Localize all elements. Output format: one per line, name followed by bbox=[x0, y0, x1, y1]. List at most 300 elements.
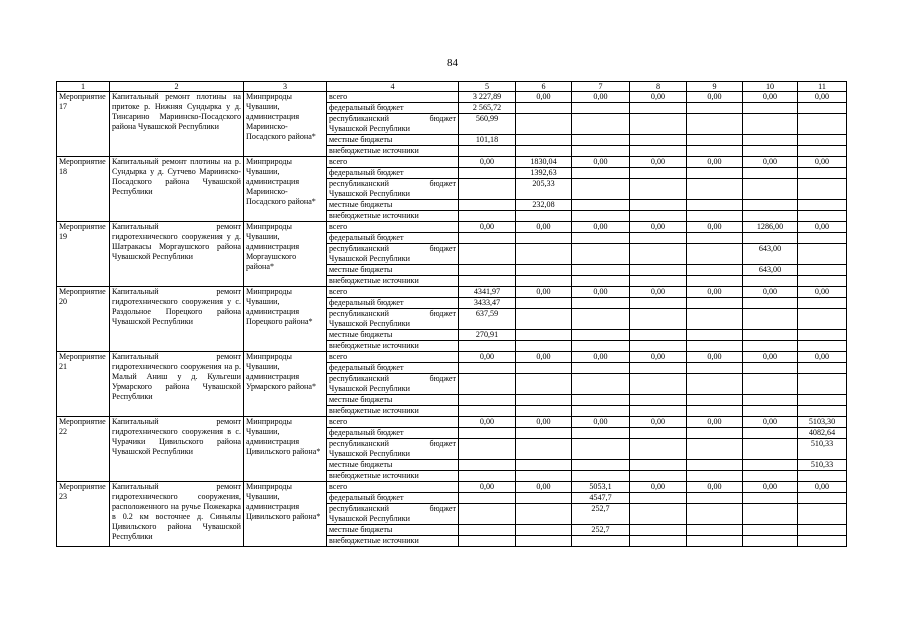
amount-cell bbox=[687, 471, 743, 482]
amount-cell bbox=[630, 395, 687, 406]
funding-source-cell: всего bbox=[327, 482, 459, 493]
amount-cell: 0,00 bbox=[572, 417, 630, 428]
amount-cell bbox=[798, 179, 847, 200]
amount-cell bbox=[572, 114, 630, 135]
amount-cell bbox=[687, 265, 743, 276]
amount-cell: 0,00 bbox=[516, 482, 572, 493]
amount-cell bbox=[572, 146, 630, 157]
amount-cell bbox=[743, 525, 798, 536]
amount-cell: 0,00 bbox=[798, 352, 847, 363]
amount-cell bbox=[630, 374, 687, 395]
amount-cell bbox=[516, 309, 572, 330]
amount-cell bbox=[798, 395, 847, 406]
amount-cell bbox=[798, 244, 847, 265]
funding-source-cell: республиканский бюджет Чувашской Республики bbox=[327, 309, 459, 330]
funding-source-cell: всего bbox=[327, 157, 459, 168]
amount-cell bbox=[572, 276, 630, 287]
amount-cell: 0,00 bbox=[798, 287, 847, 298]
amount-cell bbox=[459, 460, 516, 471]
amount-cell bbox=[630, 265, 687, 276]
amount-cell bbox=[572, 406, 630, 417]
table-row bbox=[57, 92, 847, 103]
amount-cell bbox=[459, 276, 516, 287]
funding-source-cell: местные бюджеты bbox=[327, 460, 459, 471]
amount-cell: 0,00 bbox=[743, 92, 798, 103]
amount-cell bbox=[743, 395, 798, 406]
funding-source-cell: местные бюджеты bbox=[327, 265, 459, 276]
amount-cell bbox=[687, 168, 743, 179]
amount-cell: 5053,1 bbox=[572, 482, 630, 493]
amount-cell bbox=[516, 460, 572, 471]
amount-cell bbox=[743, 460, 798, 471]
funding-source-cell: федеральный бюджет bbox=[327, 428, 459, 439]
funding-source-cell: федеральный бюджет bbox=[327, 493, 459, 504]
funding-source-cell: федеральный бюджет bbox=[327, 363, 459, 374]
amount-cell: 643,00 bbox=[743, 244, 798, 265]
funding-source-cell: федеральный бюджет bbox=[327, 233, 459, 244]
amount-cell bbox=[516, 103, 572, 114]
amount-cell bbox=[516, 276, 572, 287]
amount-cell bbox=[687, 309, 743, 330]
amount-cell bbox=[630, 493, 687, 504]
amount-cell: 0,00 bbox=[572, 222, 630, 233]
amount-cell bbox=[630, 428, 687, 439]
amount-cell bbox=[459, 200, 516, 211]
amount-cell: 560,99 bbox=[459, 114, 516, 135]
amount-cell bbox=[630, 341, 687, 352]
amount-cell: 0,00 bbox=[459, 157, 516, 168]
amount-cell bbox=[687, 493, 743, 504]
funding-source-cell: республиканский бюджет Чувашской Республики bbox=[327, 439, 459, 460]
amount-cell bbox=[516, 363, 572, 374]
amount-cell bbox=[516, 211, 572, 222]
amount-cell bbox=[743, 406, 798, 417]
amount-cell bbox=[516, 525, 572, 536]
amount-cell bbox=[798, 211, 847, 222]
amount-cell bbox=[572, 309, 630, 330]
amount-cell bbox=[572, 330, 630, 341]
amount-cell bbox=[798, 504, 847, 525]
amount-cell bbox=[630, 146, 687, 157]
amount-cell: 0,00 bbox=[516, 352, 572, 363]
funding-source-cell: федеральный бюджет bbox=[327, 168, 459, 179]
amount-cell bbox=[798, 525, 847, 536]
header-cell: 4 bbox=[327, 82, 459, 92]
amount-cell bbox=[798, 114, 847, 135]
amount-cell bbox=[459, 341, 516, 352]
amount-cell: 1392,63 bbox=[516, 168, 572, 179]
amount-cell bbox=[687, 363, 743, 374]
amount-cell: 0,00 bbox=[630, 482, 687, 493]
amount-cell: 0,00 bbox=[459, 352, 516, 363]
amount-cell bbox=[572, 460, 630, 471]
amount-cell bbox=[630, 103, 687, 114]
table-row bbox=[57, 482, 847, 493]
amount-cell bbox=[459, 428, 516, 439]
executor-cell: Минприроды Чувашии, администрация Мариинско-Посадского района* bbox=[244, 157, 327, 222]
amount-cell bbox=[572, 233, 630, 244]
amount-cell bbox=[630, 114, 687, 135]
header-cell: 10 bbox=[743, 82, 798, 92]
amount-cell: 0,00 bbox=[459, 417, 516, 428]
amount-cell bbox=[798, 168, 847, 179]
amount-cell bbox=[630, 460, 687, 471]
amount-cell bbox=[743, 536, 798, 547]
amount-cell bbox=[459, 146, 516, 157]
amount-cell: 643,00 bbox=[743, 265, 798, 276]
amount-cell: 252,7 bbox=[572, 504, 630, 525]
table-row bbox=[57, 417, 847, 428]
amount-cell bbox=[630, 244, 687, 265]
amount-cell bbox=[572, 471, 630, 482]
funding-source-cell: федеральный бюджет bbox=[327, 298, 459, 309]
amount-cell bbox=[687, 146, 743, 157]
amount-cell: 1286,00 bbox=[743, 222, 798, 233]
amount-cell bbox=[687, 276, 743, 287]
amount-cell bbox=[459, 168, 516, 179]
amount-cell bbox=[516, 233, 572, 244]
amount-cell: 3433,47 bbox=[459, 298, 516, 309]
amount-cell bbox=[743, 179, 798, 200]
funding-source-cell: внебюджетные источники bbox=[327, 276, 459, 287]
event-cell: Мероприятие 17 bbox=[57, 92, 110, 157]
amount-cell bbox=[459, 374, 516, 395]
header-cell: 8 bbox=[630, 82, 687, 92]
amount-cell bbox=[798, 341, 847, 352]
amount-cell: 0,00 bbox=[743, 157, 798, 168]
amount-cell: 0,00 bbox=[743, 287, 798, 298]
amount-cell bbox=[516, 298, 572, 309]
amount-cell: 0,00 bbox=[630, 92, 687, 103]
amount-cell: 0,00 bbox=[687, 352, 743, 363]
amount-cell bbox=[459, 211, 516, 222]
amount-cell: 0,00 bbox=[516, 287, 572, 298]
funding-source-cell: республиканский бюджет Чувашской Республики bbox=[327, 179, 459, 200]
amount-cell bbox=[630, 525, 687, 536]
funding-source-cell: всего bbox=[327, 352, 459, 363]
page-number: 84 bbox=[447, 57, 458, 69]
amount-cell bbox=[516, 504, 572, 525]
amount-cell: 0,00 bbox=[630, 287, 687, 298]
amount-cell bbox=[516, 439, 572, 460]
amount-cell bbox=[630, 200, 687, 211]
event-cell: Мероприятие 22 bbox=[57, 417, 110, 482]
amount-cell bbox=[687, 244, 743, 265]
amount-cell bbox=[743, 330, 798, 341]
amount-cell bbox=[743, 233, 798, 244]
amount-cell bbox=[516, 395, 572, 406]
amount-cell: 0,00 bbox=[630, 157, 687, 168]
amount-cell bbox=[459, 439, 516, 460]
amount-cell bbox=[798, 536, 847, 547]
amount-cell bbox=[743, 504, 798, 525]
amount-cell: 0,00 bbox=[743, 417, 798, 428]
amount-cell: 1830,04 bbox=[516, 157, 572, 168]
amount-cell bbox=[687, 330, 743, 341]
amount-cell bbox=[516, 114, 572, 135]
funding-source-cell: всего bbox=[327, 92, 459, 103]
amount-cell: 101,18 bbox=[459, 135, 516, 146]
amount-cell bbox=[630, 330, 687, 341]
amount-cell bbox=[743, 135, 798, 146]
amount-cell bbox=[687, 135, 743, 146]
funding-source-cell: внебюджетные источники bbox=[327, 536, 459, 547]
amount-cell bbox=[798, 200, 847, 211]
amount-cell bbox=[572, 103, 630, 114]
header-cell: 11 bbox=[798, 82, 847, 92]
amount-cell bbox=[516, 146, 572, 157]
amount-cell bbox=[516, 265, 572, 276]
table-row bbox=[57, 352, 847, 363]
amount-cell: 270,91 bbox=[459, 330, 516, 341]
amount-cell bbox=[516, 135, 572, 146]
amount-cell bbox=[798, 276, 847, 287]
amount-cell bbox=[630, 135, 687, 146]
funding-source-cell: всего bbox=[327, 287, 459, 298]
amount-cell bbox=[459, 244, 516, 265]
funding-source-cell: внебюджетные источники bbox=[327, 146, 459, 157]
amount-cell bbox=[743, 341, 798, 352]
amount-cell bbox=[572, 341, 630, 352]
amount-cell: 0,00 bbox=[687, 287, 743, 298]
event-cell: Мероприятие 20 bbox=[57, 287, 110, 352]
amount-cell: 0,00 bbox=[687, 482, 743, 493]
amount-cell bbox=[743, 439, 798, 460]
amount-cell: 0,00 bbox=[630, 417, 687, 428]
funding-source-cell: федеральный бюджет bbox=[327, 103, 459, 114]
amount-cell: 510,33 bbox=[798, 460, 847, 471]
header-cell: 2 bbox=[110, 82, 244, 92]
amount-cell bbox=[687, 374, 743, 395]
amount-cell bbox=[572, 374, 630, 395]
amount-cell bbox=[687, 395, 743, 406]
amount-cell: 0,00 bbox=[798, 222, 847, 233]
amount-cell bbox=[743, 428, 798, 439]
amount-cell bbox=[687, 428, 743, 439]
amount-cell bbox=[516, 428, 572, 439]
header-cell: 3 bbox=[244, 82, 327, 92]
executor-cell: Минприроды Чувашии, администрация Порецкого района* bbox=[244, 287, 327, 352]
amount-cell bbox=[572, 298, 630, 309]
amount-cell: 252,7 bbox=[572, 525, 630, 536]
amount-cell bbox=[798, 374, 847, 395]
header-cell: 1 bbox=[57, 82, 110, 92]
amount-cell bbox=[630, 471, 687, 482]
amount-cell bbox=[743, 276, 798, 287]
amount-cell bbox=[572, 211, 630, 222]
executor-cell: Минприроды Чувашии, администрация Цивильского района* bbox=[244, 482, 327, 547]
amount-cell: 0,00 bbox=[687, 157, 743, 168]
funding-source-cell: внебюджетные источники bbox=[327, 211, 459, 222]
amount-cell bbox=[798, 233, 847, 244]
amount-cell bbox=[687, 103, 743, 114]
funding-source-cell: внебюджетные источники bbox=[327, 471, 459, 482]
amount-cell bbox=[630, 406, 687, 417]
header-cell: 7 bbox=[572, 82, 630, 92]
amount-cell bbox=[630, 168, 687, 179]
amount-cell bbox=[459, 471, 516, 482]
funding-source-cell: республиканский бюджет Чувашской Республики bbox=[327, 504, 459, 525]
amount-cell bbox=[572, 395, 630, 406]
amount-cell bbox=[630, 504, 687, 525]
amount-cell bbox=[743, 298, 798, 309]
amount-cell bbox=[630, 439, 687, 460]
amount-cell bbox=[743, 363, 798, 374]
amount-cell bbox=[798, 265, 847, 276]
amount-cell: 0,00 bbox=[743, 352, 798, 363]
amount-cell bbox=[459, 265, 516, 276]
amount-cell bbox=[572, 428, 630, 439]
description-cell: Капитальный ремонт гидротехнического сооружения, расположенного на ручье Пожекарка в 0.2 км восточнее д. Синьялы Цивильского района Чувашской Республики bbox=[110, 482, 244, 547]
description-cell: Капитальный ремонт плотины на р. Сундырка у д. Сутчево Мариинско-Посадского района Чувашской Республики bbox=[110, 157, 244, 222]
funding-source-cell: местные бюджеты bbox=[327, 395, 459, 406]
amount-cell bbox=[459, 536, 516, 547]
amount-cell bbox=[630, 179, 687, 200]
amount-cell bbox=[630, 309, 687, 330]
amount-cell bbox=[743, 103, 798, 114]
amount-cell bbox=[687, 525, 743, 536]
amount-cell bbox=[798, 135, 847, 146]
amount-cell bbox=[798, 471, 847, 482]
amount-cell: 0,00 bbox=[798, 92, 847, 103]
amount-cell bbox=[798, 330, 847, 341]
header-cell: 9 bbox=[687, 82, 743, 92]
amount-cell: 0,00 bbox=[630, 222, 687, 233]
funding-source-cell: республиканский бюджет Чувашской Республики bbox=[327, 244, 459, 265]
amount-cell: 0,00 bbox=[572, 287, 630, 298]
amount-cell bbox=[572, 135, 630, 146]
amount-cell bbox=[743, 200, 798, 211]
amount-cell bbox=[687, 233, 743, 244]
amount-cell: 0,00 bbox=[459, 482, 516, 493]
amount-cell bbox=[743, 309, 798, 330]
amount-cell bbox=[687, 504, 743, 525]
amount-cell: 4547,7 bbox=[572, 493, 630, 504]
amount-cell: 0,00 bbox=[687, 92, 743, 103]
amount-cell: 0,00 bbox=[743, 482, 798, 493]
funding-source-cell: местные бюджеты bbox=[327, 330, 459, 341]
amount-cell bbox=[630, 536, 687, 547]
amount-cell bbox=[687, 200, 743, 211]
amount-cell bbox=[572, 244, 630, 265]
executor-cell: Минприроды Чувашии, администрация Моргаушского района* bbox=[244, 222, 327, 287]
amount-cell: 510,33 bbox=[798, 439, 847, 460]
amount-cell bbox=[516, 330, 572, 341]
funding-source-cell: местные бюджеты bbox=[327, 525, 459, 536]
amount-cell bbox=[516, 471, 572, 482]
amount-cell: 0,00 bbox=[798, 482, 847, 493]
amount-cell bbox=[798, 363, 847, 374]
amount-cell: 637,59 bbox=[459, 309, 516, 330]
amount-cell bbox=[630, 276, 687, 287]
funding-source-cell: республиканский бюджет Чувашской Республики bbox=[327, 374, 459, 395]
event-cell: Мероприятие 18 bbox=[57, 157, 110, 222]
amount-cell bbox=[459, 406, 516, 417]
amount-cell bbox=[572, 168, 630, 179]
amount-cell bbox=[743, 146, 798, 157]
description-cell: Капитальный ремонт гидротехнического сооружения у с. Раздольное Порецкого района Чувашской Республики bbox=[110, 287, 244, 352]
amount-cell bbox=[687, 298, 743, 309]
amount-cell bbox=[459, 395, 516, 406]
executor-cell: Минприроды Чувашии, администрация Урмарского района* bbox=[244, 352, 327, 417]
header-row bbox=[57, 82, 847, 92]
header-cell: 5 bbox=[459, 82, 516, 92]
amount-cell: 4341,97 bbox=[459, 287, 516, 298]
executor-cell: Минприроды Чувашии, администрация Цивильского района* bbox=[244, 417, 327, 482]
amount-cell bbox=[798, 406, 847, 417]
amount-cell bbox=[516, 493, 572, 504]
table-row bbox=[57, 287, 847, 298]
amount-cell bbox=[572, 179, 630, 200]
amount-cell bbox=[572, 536, 630, 547]
amount-cell bbox=[459, 179, 516, 200]
amount-cell bbox=[630, 211, 687, 222]
amount-cell bbox=[572, 265, 630, 276]
amount-cell: 4082,64 bbox=[798, 428, 847, 439]
funding-source-cell: внебюджетные источники bbox=[327, 341, 459, 352]
program-table bbox=[56, 81, 847, 547]
amount-cell: 0,00 bbox=[687, 222, 743, 233]
amount-cell: 205,33 bbox=[516, 179, 572, 200]
amount-cell: 0,00 bbox=[459, 222, 516, 233]
amount-cell bbox=[572, 200, 630, 211]
amount-cell: 0,00 bbox=[630, 352, 687, 363]
amount-cell bbox=[687, 439, 743, 460]
amount-cell bbox=[516, 341, 572, 352]
funding-source-cell: республиканский бюджет Чувашской Республики bbox=[327, 114, 459, 135]
description-cell: Капитальный ремонт гидротехнического сооружения в с. Чурачики Цивильского района Чувашской Республики bbox=[110, 417, 244, 482]
amount-cell: 0,00 bbox=[572, 92, 630, 103]
executor-cell: Минприроды Чувашии, администрация Мариинско-Посадского района* bbox=[244, 92, 327, 157]
amount-cell bbox=[798, 309, 847, 330]
amount-cell bbox=[630, 363, 687, 374]
funding-source-cell: всего bbox=[327, 222, 459, 233]
amount-cell bbox=[687, 341, 743, 352]
amount-cell bbox=[687, 211, 743, 222]
amount-cell bbox=[798, 103, 847, 114]
amount-cell: 5103,30 bbox=[798, 417, 847, 428]
amount-cell bbox=[459, 233, 516, 244]
funding-source-cell: местные бюджеты bbox=[327, 200, 459, 211]
amount-cell bbox=[687, 406, 743, 417]
description-cell: Капитальный ремонт плотины на притоке р. Нижняя Сундырка у д. Тинсарино Мариинско-Посадского района Чувашской Республики bbox=[110, 92, 244, 157]
amount-cell: 232,08 bbox=[516, 200, 572, 211]
amount-cell: 0,00 bbox=[798, 157, 847, 168]
amount-cell: 0,00 bbox=[572, 157, 630, 168]
amount-cell bbox=[743, 471, 798, 482]
amount-cell bbox=[743, 211, 798, 222]
header-cell: 6 bbox=[516, 82, 572, 92]
description-cell: Капитальный ремонт гидротехнического сооружения на р. Малый Аниш у д. Кульгеши Урмарского района Чувашской Республики bbox=[110, 352, 244, 417]
amount-cell bbox=[687, 179, 743, 200]
amount-cell bbox=[459, 504, 516, 525]
event-cell: Мероприятие 19 bbox=[57, 222, 110, 287]
amount-cell bbox=[572, 439, 630, 460]
funding-source-cell: всего bbox=[327, 417, 459, 428]
amount-cell bbox=[459, 363, 516, 374]
amount-cell bbox=[516, 406, 572, 417]
amount-cell bbox=[798, 146, 847, 157]
event-cell: Мероприятие 23 bbox=[57, 482, 110, 547]
amount-cell bbox=[516, 536, 572, 547]
description-cell: Капитальный ремонт гидротехнического сооружения у д. Шатракасы Моргаушского района Чувашской Республики bbox=[110, 222, 244, 287]
amount-cell bbox=[687, 114, 743, 135]
amount-cell: 3 227,89 bbox=[459, 92, 516, 103]
amount-cell: 0,00 bbox=[572, 352, 630, 363]
amount-cell bbox=[798, 298, 847, 309]
amount-cell bbox=[743, 114, 798, 135]
event-cell: Мероприятие 21 bbox=[57, 352, 110, 417]
